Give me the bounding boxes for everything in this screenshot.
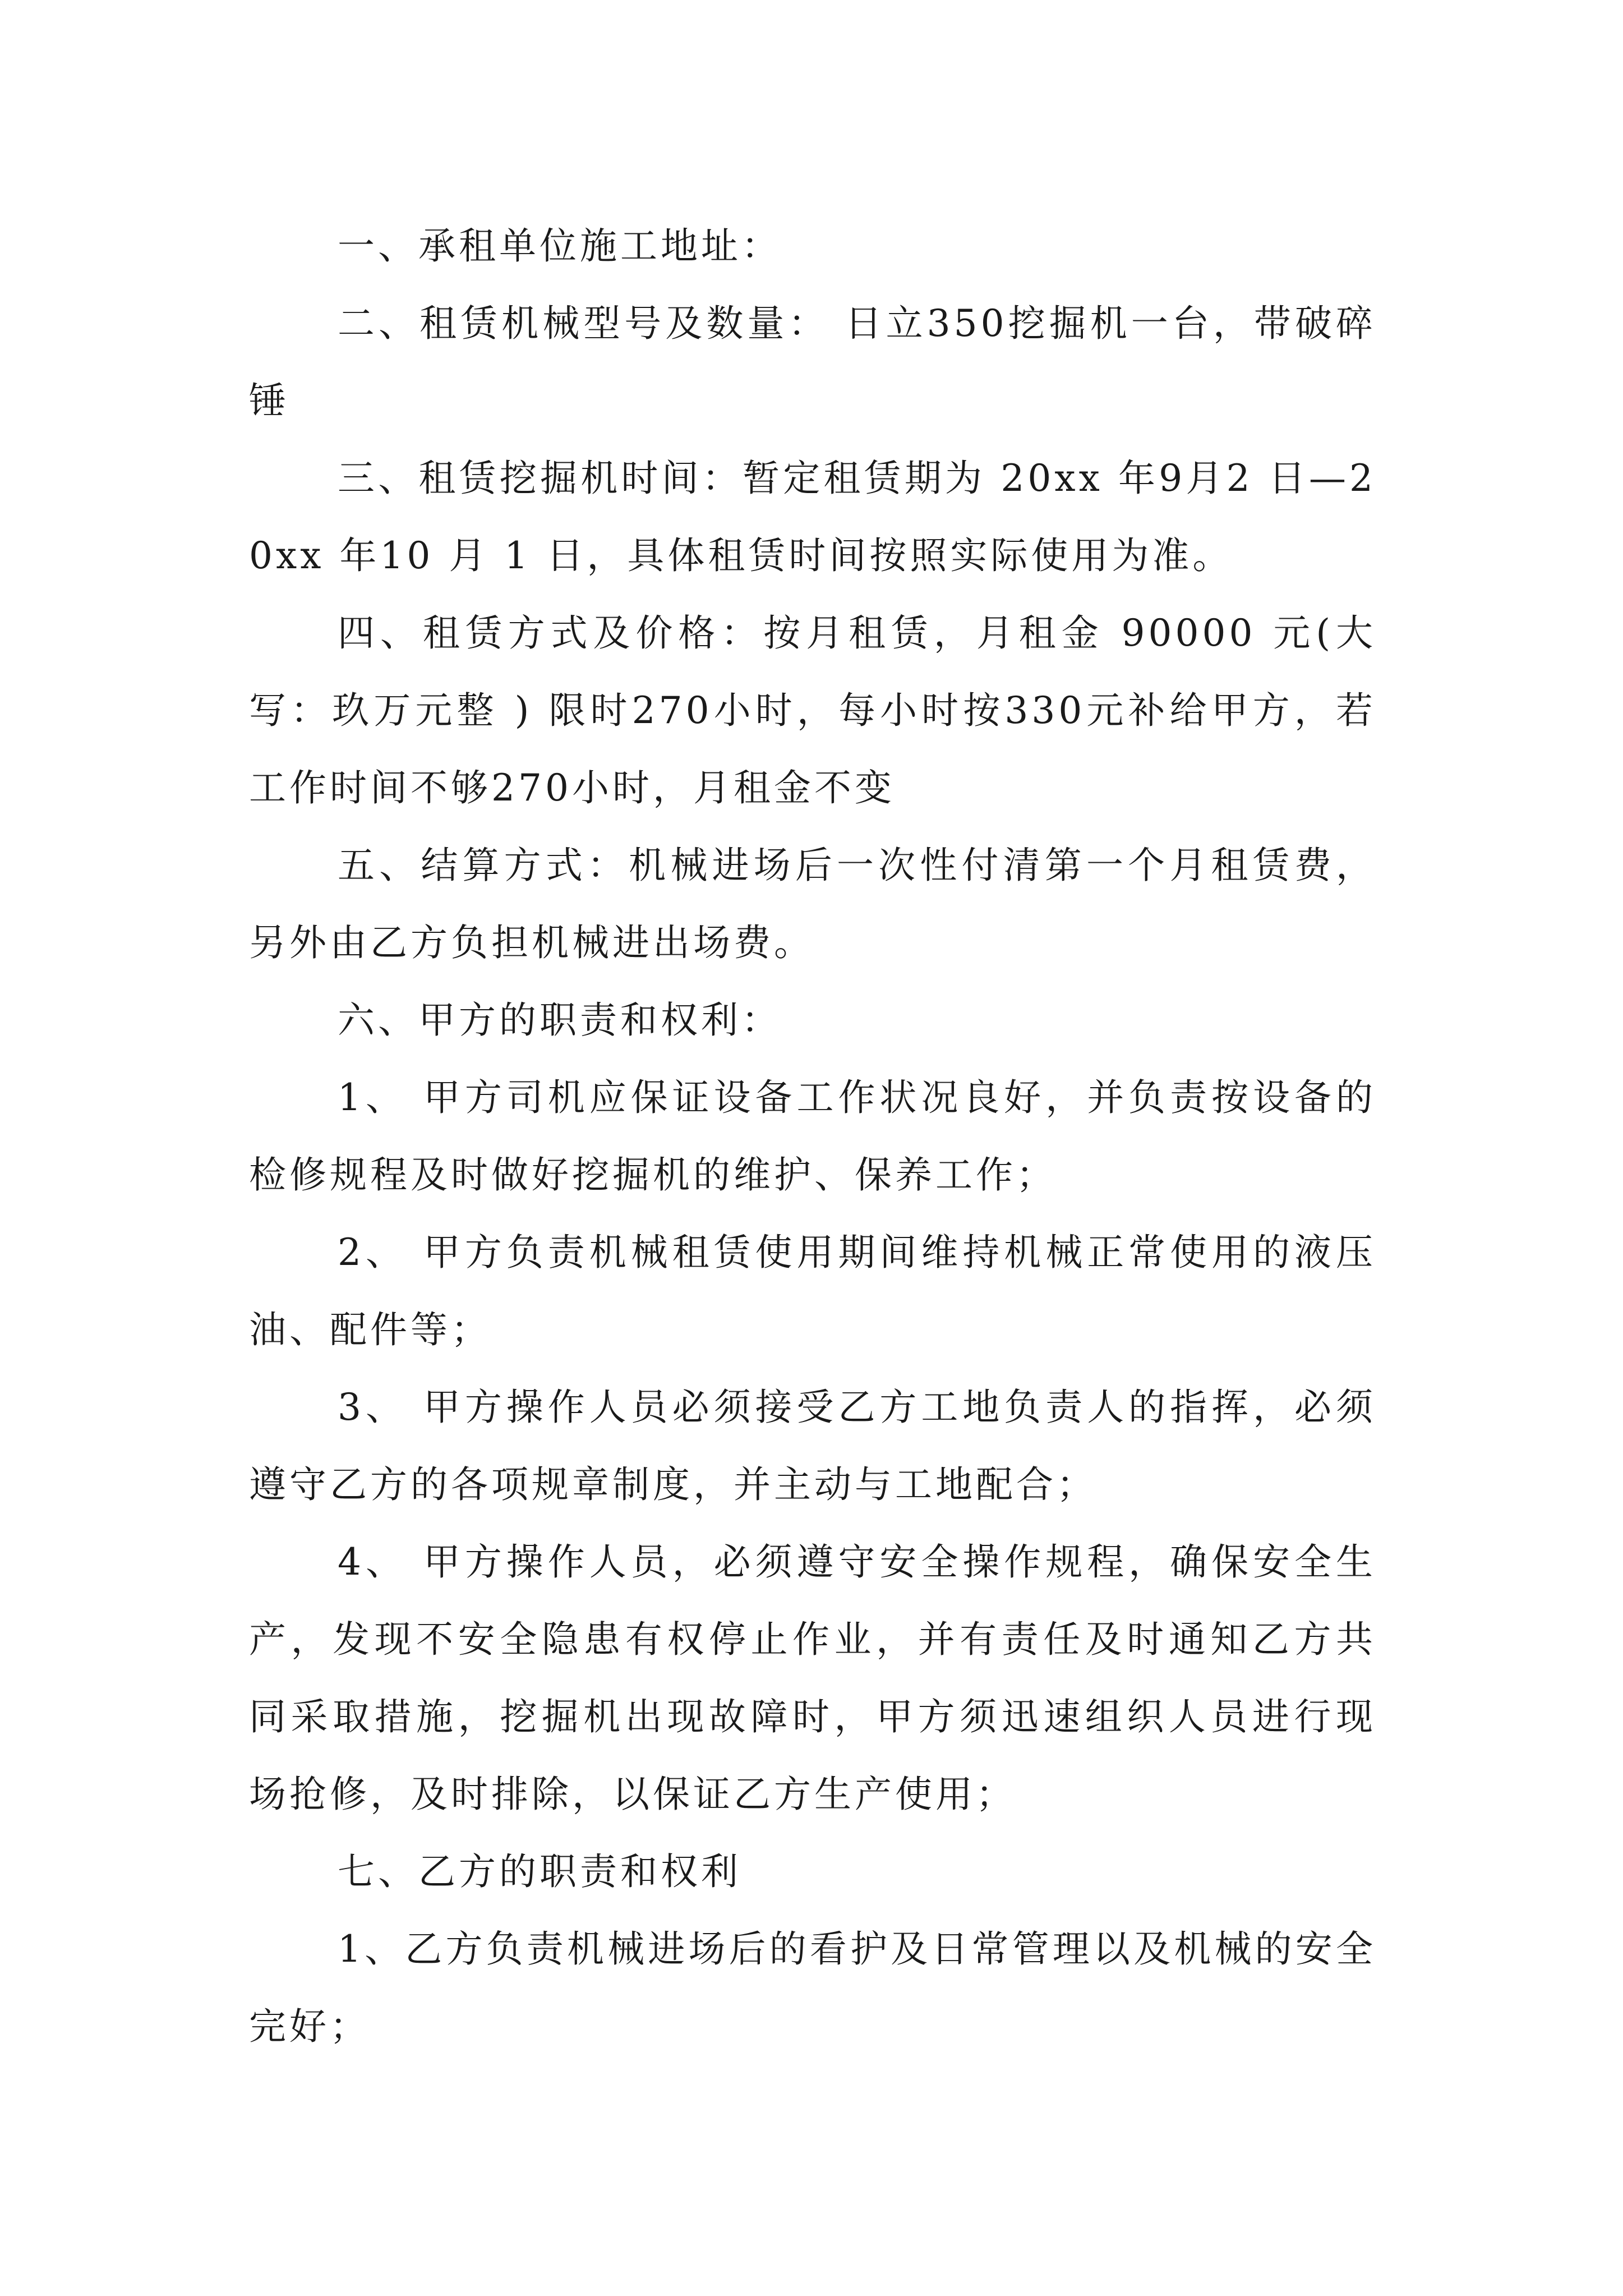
party-a-item-4: 4、 甲方操作人员，必须遵守安全操作规程，确保安全生产，发现不安全隐患有权停止作业，并有责任及时通知乙方共同采取措施，挖掘机出现故障时，甲方须迅速组织人员进行现场抢修，及时排除，以保证乙方生产使用； bbox=[249, 1540, 1376, 1816]
clause-construction-address: 一、承租单位施工地址： bbox=[338, 224, 782, 268]
clause-machine-model-quantity: 二、租赁机械型号及数量： 日立350挖掘机一台，带破碎锤 bbox=[249, 302, 1376, 422]
party-a-item-1: 1、 甲方司机应保证设备工作状况良好，并负责按设备的检修规程及时做好挖掘机的维护、保养工作； bbox=[249, 1076, 1376, 1197]
document-body bbox=[249, 208, 1376, 2065]
clause-rental-method-price: 四、租赁方式及价格：按月租赁，月租金 90000 元(大写：玖万元整 ) 限时270小时，每小时按330元补给甲方，若工作时间不够270小时，月租金不变 bbox=[249, 611, 1376, 809]
party-b-item-1: 1、乙方负责机械进场后的看护及日常管理以及机械的安全完好； bbox=[249, 1927, 1376, 2048]
party-a-item-2: 2、 甲方负责机械租赁使用期间维持机械正常使用的液压油、配件等； bbox=[249, 1231, 1376, 1351]
clause-rental-period: 三、租赁挖掘机时间：暂定租赁期为 20xx 年9月2 日—20xx 年10 月 1 日，具体租赁时间按照实际使用为准。 bbox=[249, 457, 1376, 577]
party-a-item-3: 3、 甲方操作人员必须接受乙方工地负责人的指挥，必须遵守乙方的各项规章制度，并主动与工地配合； bbox=[249, 1386, 1376, 1506]
clause-settlement-method: 五、结算方式：机械进场后一次性付清第一个月租赁费，另外由乙方负担机械进出场费。 bbox=[249, 844, 1376, 964]
section-party-b-duties: 七、乙方的职责和权利 bbox=[338, 1850, 741, 1893]
section-party-a-duties: 六、甲方的职责和权利： bbox=[338, 999, 782, 1042]
